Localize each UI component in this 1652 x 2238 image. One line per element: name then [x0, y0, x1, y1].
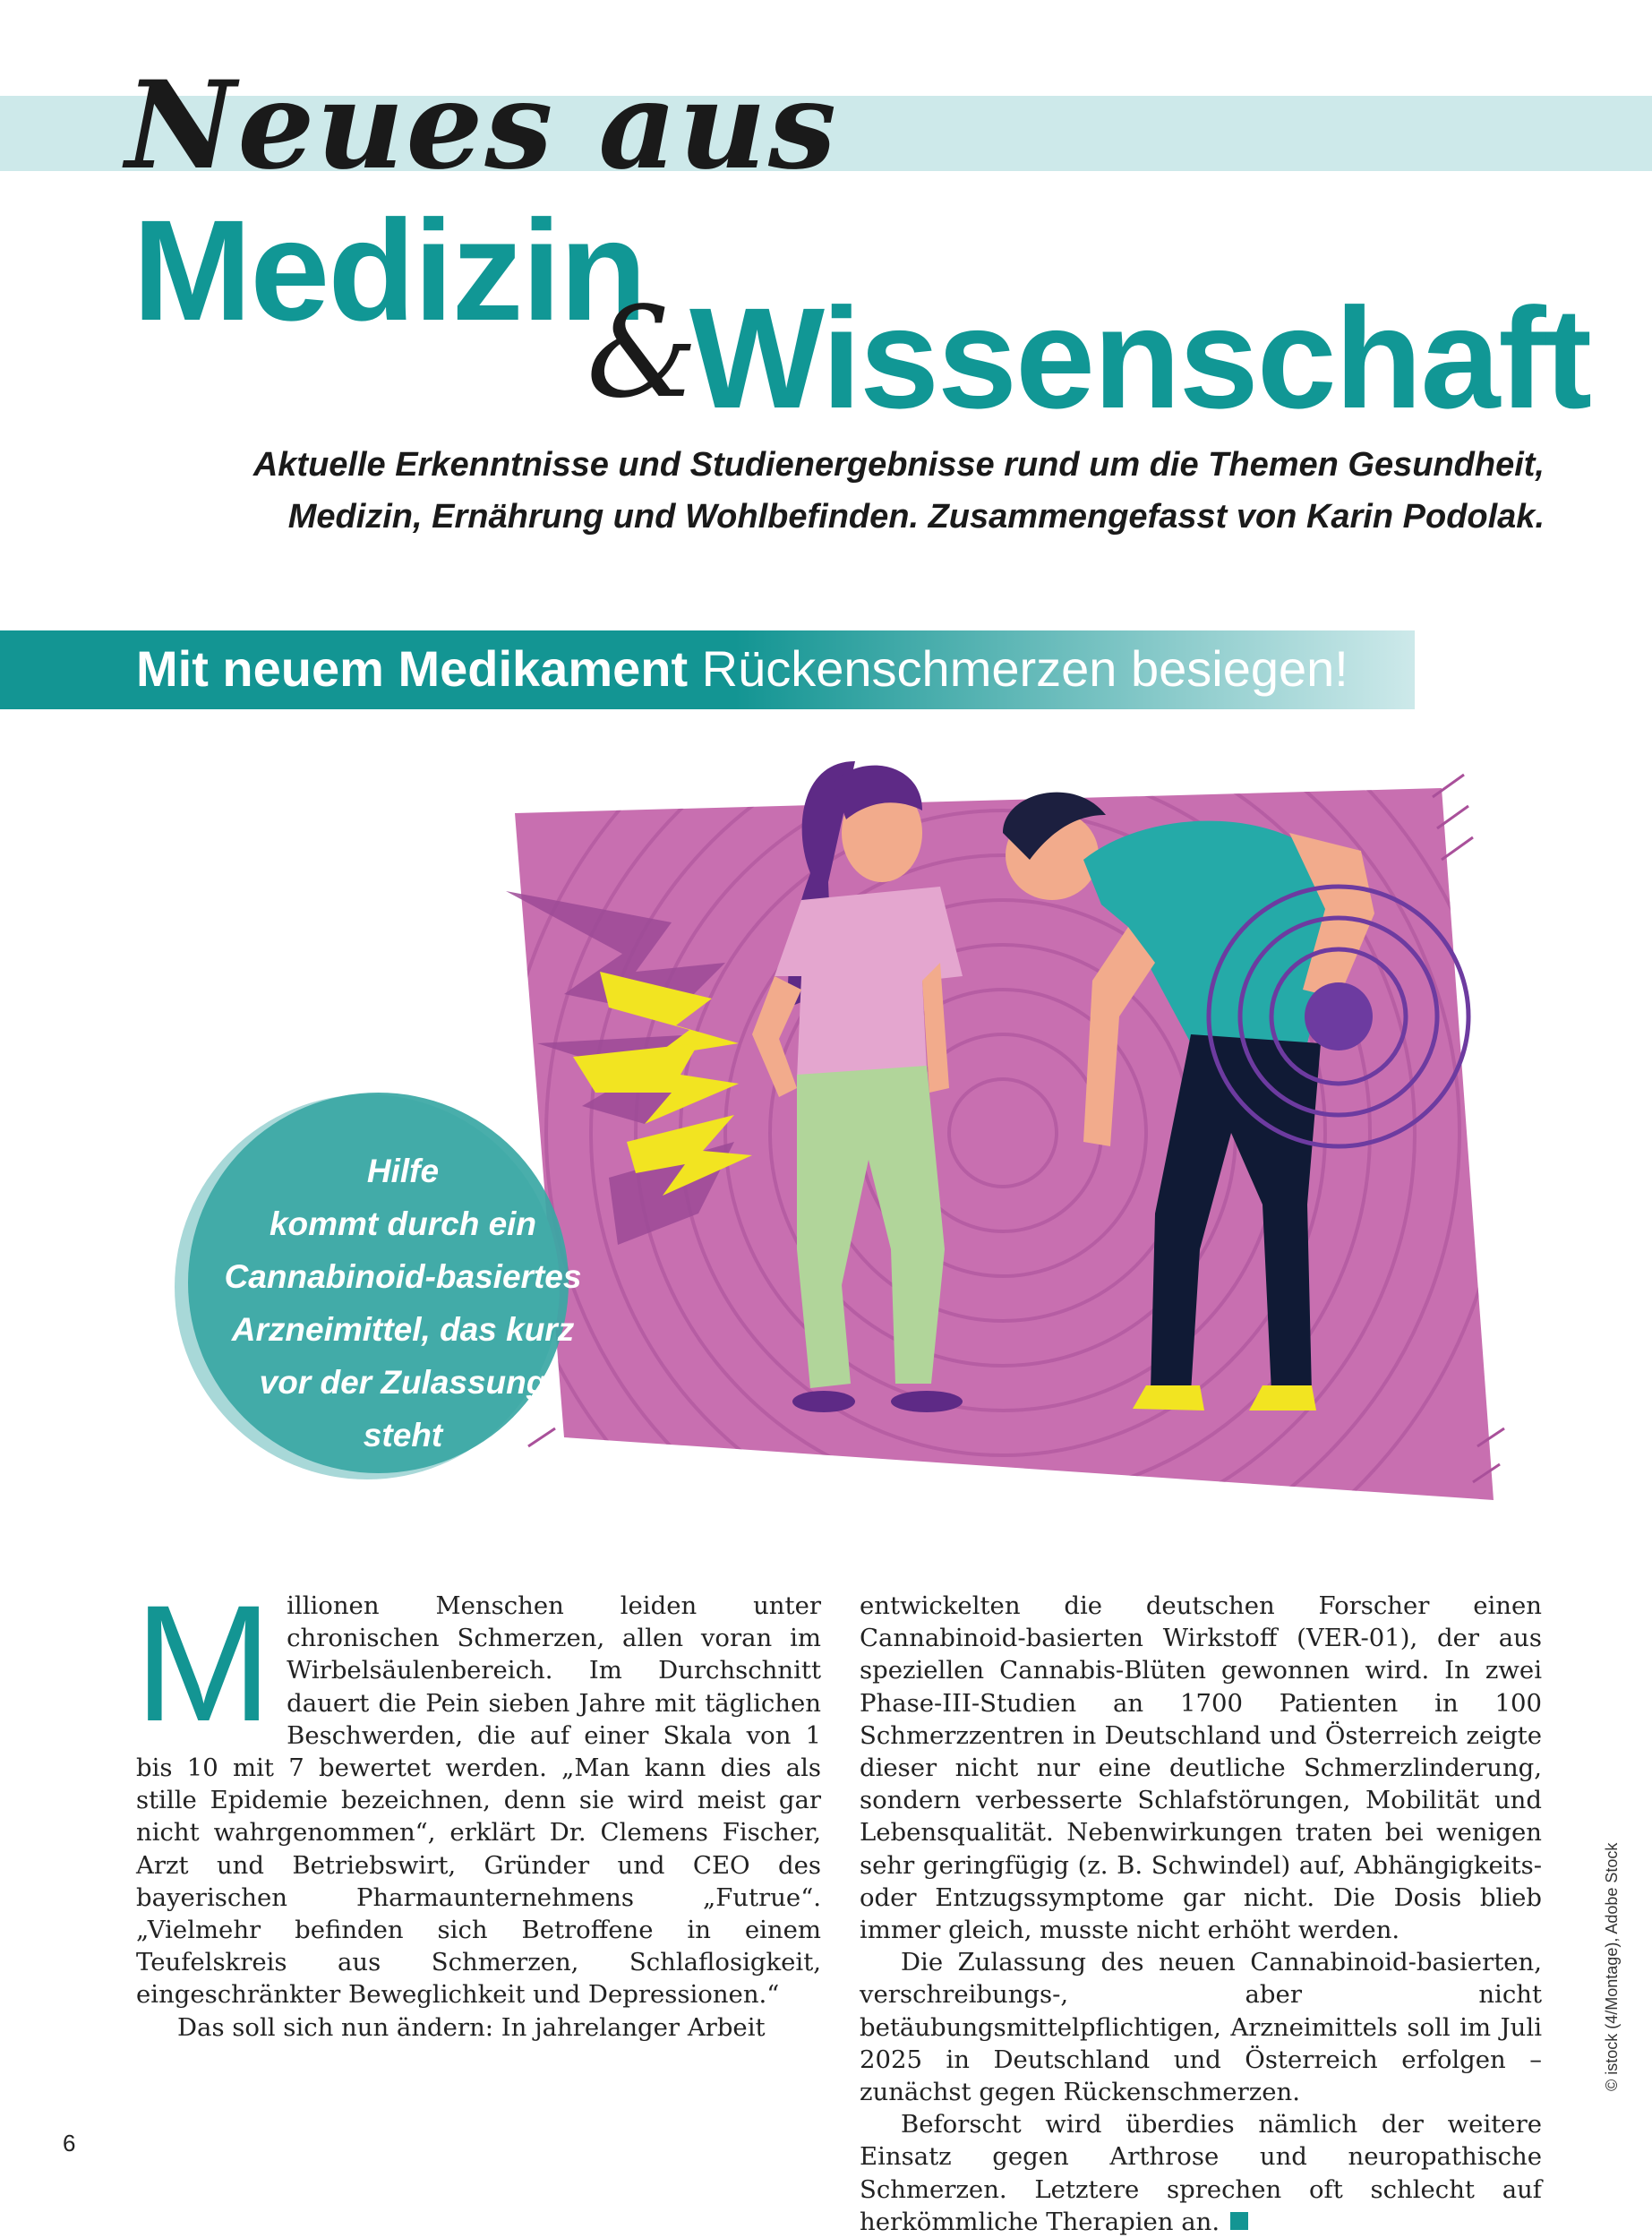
article-paragraph-2: Das soll sich nun ändern: In jahrelanger Arbeit — [177, 2012, 766, 2042]
pain-target-center — [1305, 982, 1373, 1050]
subtitle: Aktuelle Erkenntnisse und Studienergebnisse rund um die Themen Gesundheit, Medizin, Ernährung und Wohlbefinden. Zusammengefasst von Karin Podolak. — [253, 446, 1545, 536]
pull-quote-line: vor der Zulassung — [259, 1364, 547, 1401]
script-title: Neues aus — [125, 54, 838, 196]
headline-bold: Mit neuem Medikament — [136, 640, 689, 697]
article-paragraph-4: Beforscht wird überdies nämlich der weitere Einsatz gegen Arthrose und neuropathische Schmerzen. Letztere sprechen oft schlecht auf herkömmliche Therapien an. — [860, 2110, 1542, 2236]
page-number: 6 — [63, 2130, 76, 2157]
dropcap: M — [134, 1572, 273, 1756]
pull-quote — [193, 1145, 613, 1462]
article-paragraph-1: illionen Menschen leiden unter chronischen Schmerzen, allen voran im Wirbelsäulenbereich. Im Durchschnitt dauert die Pein sieben Jahre mit täglichen Beschwerden, die auf einer Skala von 1 bis 10 mit 7 bewertet werden. „Man kann dies als stille Epidemie bezeichnen, denn sie wird meist gar nicht wahrgenommen“, erklärt Dr. Clemens Fischer, Arzt und Betriebswirt, Gründer und CEO des bayerischen Pharmaunternehmens „Futrue“. „Vielmehr befinden sich Betroffene in einem Teufelskreis aus Schmerzen, Schlaflosigkeit, eingeschränkter Beweglichkeit und Depressionen.“ — [136, 1591, 821, 2010]
pull-quote-line: kommt durch ein — [269, 1205, 537, 1242]
article-paragraph-2-continued: entwickelten die deutschen Forscher einen Cannabinoid-basierten Wirkstoff (VER-01), der aus speziellen Cannabis-Blüten gewonnen wird. In zwei Phase-III-Studien an 1700 Patienten in 100 Schmerzzentren in Deutschland und Österreich zeigte dieser nicht nur eine deutliche Schmerzlinderung, sondern verbesserte Schlafstörungen, Mobilität und Lebensqualität. Nebenwirkungen traten bei wenigen sehr geringfügig (z. B. Schwindel) auf, Abhängigkeits- oder Entzugssymptome gar nicht. Die Dosis blieb immer gleich, musste nicht erhöht werden. — [860, 1591, 1542, 1945]
title-ampersand: & — [586, 280, 698, 426]
headline-light: Rückenschmerzen besiegen! — [701, 640, 1348, 697]
article-paragraph-3: Die Zulassung des neuen Cannabinoid-basierten, verschreibungs-, aber nicht betäubungsmittelpflichtigen, Arzneimittels soll im Juli 2025 in Deutschland und Österreich erfolgen – zunächst gegen Rückenschmerzen. — [860, 1948, 1542, 2107]
end-mark — [1230, 2212, 1248, 2230]
article-column-right — [860, 1590, 1542, 2238]
back-pain-illustration — [501, 748, 1513, 1509]
title-medizin: Medizin — [133, 190, 646, 350]
pull-quote-line: steht — [363, 1417, 443, 1453]
pull-quote-line: Arzneimittel, das kurz — [231, 1311, 575, 1348]
article-headline — [136, 637, 1348, 701]
pull-quote-line: Cannabinoid-basiertes — [224, 1258, 582, 1295]
article-column-left — [134, 1572, 821, 2044]
pull-quote-line: Hilfe — [366, 1153, 440, 1189]
photo-credit: © istock (4/Montage), Adobe Stock — [1603, 1842, 1621, 2091]
title-wissenschaft: Wissenschaft — [689, 278, 1590, 438]
